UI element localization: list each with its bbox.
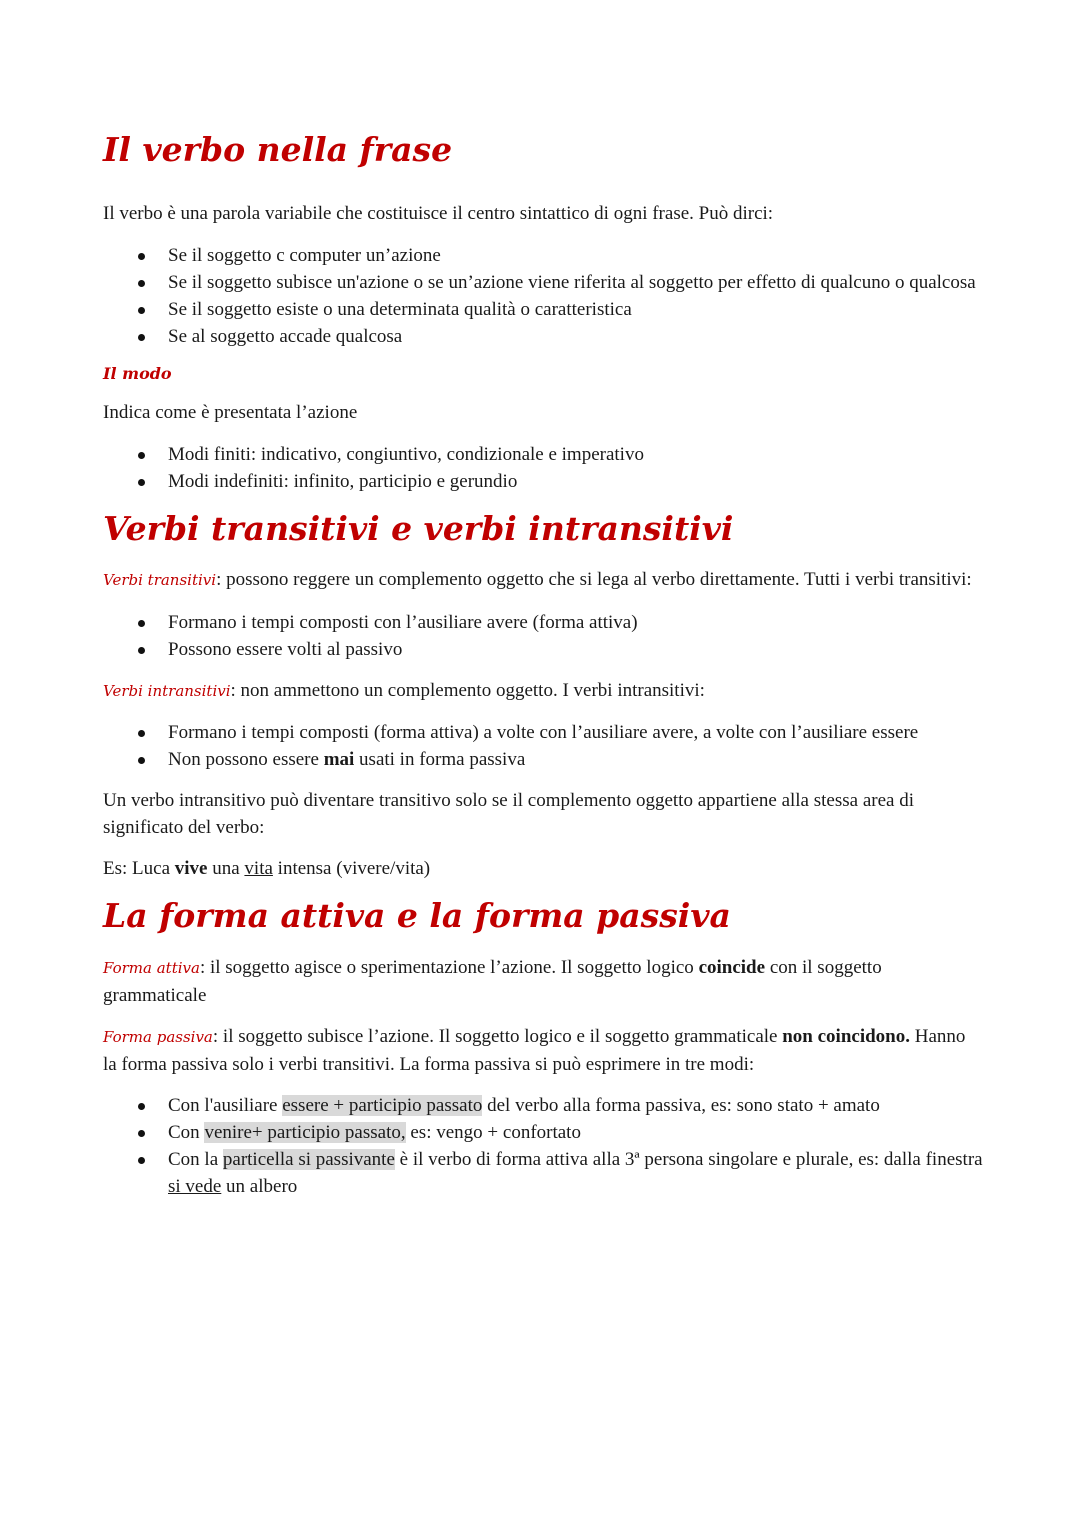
intro-paragraph: Il verbo è una parola variabile che costituisce il centro sintattico di ogni frase. Può dirci: — [103, 202, 774, 224]
text-span: del verbo alla forma passiva, es: sono stato + amato — [482, 1094, 880, 1116]
list-item — [103, 1146, 983, 1200]
list-item: Formano i tempi composti con l’ausiliare avere (forma attiva) — [103, 609, 983, 636]
text-span: Hanno la forma passiva solo i verbi transitivi. La forma passiva si può esprimere in tre modi: — [103, 1025, 966, 1075]
underlined-vita: vita — [244, 858, 273, 880]
title-verbi-transitivi: Verbi transitivi e verbi intransitivi — [103, 508, 734, 548]
highlight-particella-si: particella si passivante — [222, 1148, 395, 1170]
list-item: Se il soggetto subisce un'azione o se un’azione viene riferita al soggetto per effetto di qualcuno o qualcosa — [103, 269, 983, 296]
list-forma-passiva — [103, 1092, 983, 1200]
list-item: Formano i tempi composti (forma attiva) a volte con l’ausiliare avere, a volte con l’ausiliare essere — [103, 719, 983, 746]
list-intransitivi — [103, 719, 983, 773]
text-span: un albero — [221, 1175, 298, 1197]
intransitivo-transitivo-paragraph: Un verbo intransitivo può diventare transitivo solo se il complemento oggetto appartiene alla stessa area di significato del verbo: — [103, 790, 914, 839]
text-span: Con la — [168, 1148, 223, 1170]
bold-vive: vive — [174, 858, 208, 880]
transitivi-paragraph — [103, 566, 983, 594]
forma-attiva-paragraph — [103, 954, 983, 1009]
text-span: Con — [168, 1121, 205, 1143]
underlined-si-vede: si vede — [168, 1175, 222, 1197]
text-span: : il soggetto agisce o sperimentazione l’azione. Il soggetto logico — [199, 956, 699, 978]
list-item: Modi indefiniti: infinito, participio e gerundio — [103, 468, 983, 495]
list-transitivi — [103, 609, 983, 663]
text-span: Es: Luca — [103, 858, 175, 880]
transitivi-text: : possono reggere un complemento oggetto che si lega al verbo direttamente. Tutti i verbi transitivi: — [216, 569, 972, 591]
intransitivi-paragraph — [103, 677, 983, 705]
text-span: usati in forma passiva — [354, 749, 526, 771]
label-verbi-transitivi: Verbi transitivi — [103, 571, 217, 590]
text-span: una — [207, 858, 245, 880]
highlight-venire-participio: venire+ participio passato, — [204, 1121, 406, 1143]
list-item — [103, 1092, 983, 1119]
forma-passiva-paragraph — [103, 1023, 983, 1078]
list-item: Se il soggetto esiste o una determinata qualità o caratteristica — [103, 296, 983, 323]
list-item: Se il soggetto c computer un’azione — [103, 242, 983, 269]
title-verbo-nella-frase: Il verbo nella frase — [103, 130, 453, 169]
bold-non-coincidono: non coincidono. — [782, 1025, 910, 1047]
list-verb-functions — [103, 242, 983, 350]
title-forma-attiva-passiva: La forma attiva e la forma passiva — [103, 896, 731, 936]
label-forma-passiva: Forma passiva — [103, 1027, 213, 1046]
list-item: Possono essere volti al passivo — [103, 636, 983, 663]
bold-mai: mai — [323, 749, 355, 771]
text-span: Non possono essere — [168, 749, 324, 771]
list-item: Modi finiti: indicativo, congiuntivo, condizionale e imperativo — [103, 441, 983, 468]
intransitivi-text: : non ammettono un complemento oggetto. I verbi intransitivi: — [230, 680, 705, 702]
list-item — [103, 746, 983, 773]
bold-coincide: coincide — [698, 956, 766, 978]
text-span: è il verbo di forma attiva alla 3ª persona singolare e plurale, es: dalla finestra — [394, 1148, 983, 1170]
document-content — [103, 130, 983, 1200]
text-span: Con l'ausiliare — [168, 1094, 283, 1116]
list-modi — [103, 441, 983, 495]
label-forma-attiva: Forma attiva — [103, 958, 200, 977]
text-span: : il soggetto subisce l’azione. Il soggetto logico e il soggetto grammaticale — [212, 1025, 783, 1047]
list-item — [103, 1119, 983, 1146]
example-paragraph — [103, 855, 983, 882]
text-span: con il soggetto grammaticale — [103, 956, 882, 1006]
text-span: es: vengo + confortato — [405, 1121, 581, 1143]
label-verbi-intransitivi: Verbi intransitivi — [103, 682, 231, 701]
highlight-essere-participio: essere + participio passato — [282, 1094, 483, 1116]
list-item: Se al soggetto accade qualcosa — [103, 323, 983, 350]
modo-paragraph: Indica come è presentata l’azione — [103, 401, 358, 423]
text-span: intensa (vivere/vita) — [272, 858, 431, 880]
heading-il-modo: Il modo — [103, 363, 172, 383]
